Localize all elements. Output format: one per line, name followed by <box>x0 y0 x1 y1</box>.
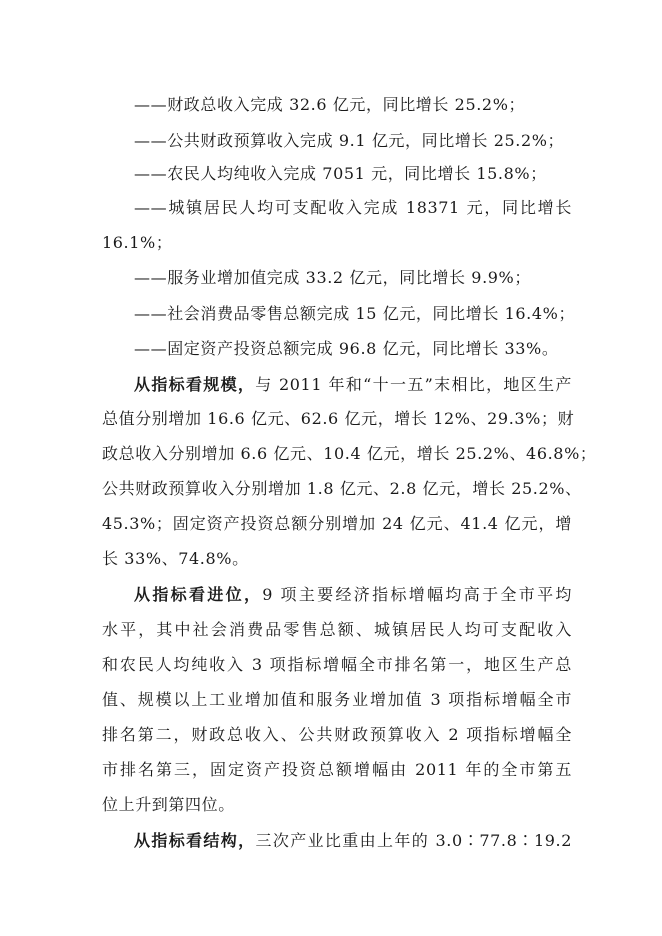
para-progress-line-3: 和农民人均纯收入 3 项指标增幅全市排名第一，地区生产总 <box>102 655 572 674</box>
para-progress-line-5: 排名第二，财政总收入、公共财政预算收入 2 项指标增幅全 <box>102 725 572 744</box>
para-scale-line-1: 从指标看规模，与 2011 年和“十一五”末相比，地区生产 <box>134 375 573 394</box>
para-progress-line-7: 位上升到第四位。 <box>102 795 235 814</box>
para-scale-line-6: 长 33%、74.8%。 <box>102 549 249 568</box>
para-progress-line-6: 市排名第三，固定资产投资总额增幅由 2011 年的全市第五 <box>102 760 572 779</box>
para-structure-heading: 从指标看结构， <box>134 831 256 850</box>
para-scale-heading: 从指标看规模， <box>134 375 256 394</box>
para-scale-line-3: 政总收入分别增加 6.6 亿元、10.4 亿元，增长 25.2%、46.8%； <box>102 444 597 463</box>
para-progress-heading: 从指标看进位， <box>134 585 263 604</box>
bullet-farmer-income: ——农民人均纯收入完成 7051 元，同比增长 15.8%； <box>134 164 547 183</box>
para-structure-line-1: 从指标看结构，三次产业比重由上年的 3.0∶77.8∶19.2 <box>134 831 572 850</box>
para-scale-line-2: 总值分别增加 16.6 亿元、62.6 亿元，增长 12%、29.3%；财 <box>102 409 575 428</box>
para-scale-line-4: 公共财政预算收入分别增加 1.8 亿元、2.8 亿元，增长 25.2%、 <box>102 479 582 498</box>
para-progress-line-4: 值、规模以上工业增加值和服务业增加值 3 项指标增幅全市 <box>102 690 572 709</box>
bullet-fixed-investment: ——固定资产投资总额完成 96.8 亿元，同比增长 33%。 <box>134 339 559 358</box>
bullet-service-industry: ——服务业增加值完成 33.2 亿元，同比增长 9.9%； <box>134 268 531 287</box>
para-progress-line-2: 水平，其中社会消费品零售总额、城镇居民人均可支配收入 <box>102 620 572 639</box>
para-progress-line-1: 从指标看进位，9 项主要经济指标增幅均高于全市平均 <box>134 585 572 604</box>
bullet-urban-income: ——城镇居民人均可支配收入完成 18371 元，同比增长 <box>134 198 572 217</box>
bullet-fiscal-revenue: ——财政总收入完成 32.6 亿元，同比增长 25.2%； <box>134 95 526 114</box>
bullet-public-budget: ——公共财政预算收入完成 9.1 亿元，同比增长 25.2%； <box>134 131 565 150</box>
bullet-urban-income-cont: 16.1%； <box>102 233 173 252</box>
bullet-retail-sales: ——社会消费品零售总额完成 15 亿元，同比增长 16.4%； <box>134 304 576 323</box>
para-scale-line-5: 45.3%；固定资产投资总额分别增加 24 亿元、41.4 亿元，增 <box>102 514 572 533</box>
